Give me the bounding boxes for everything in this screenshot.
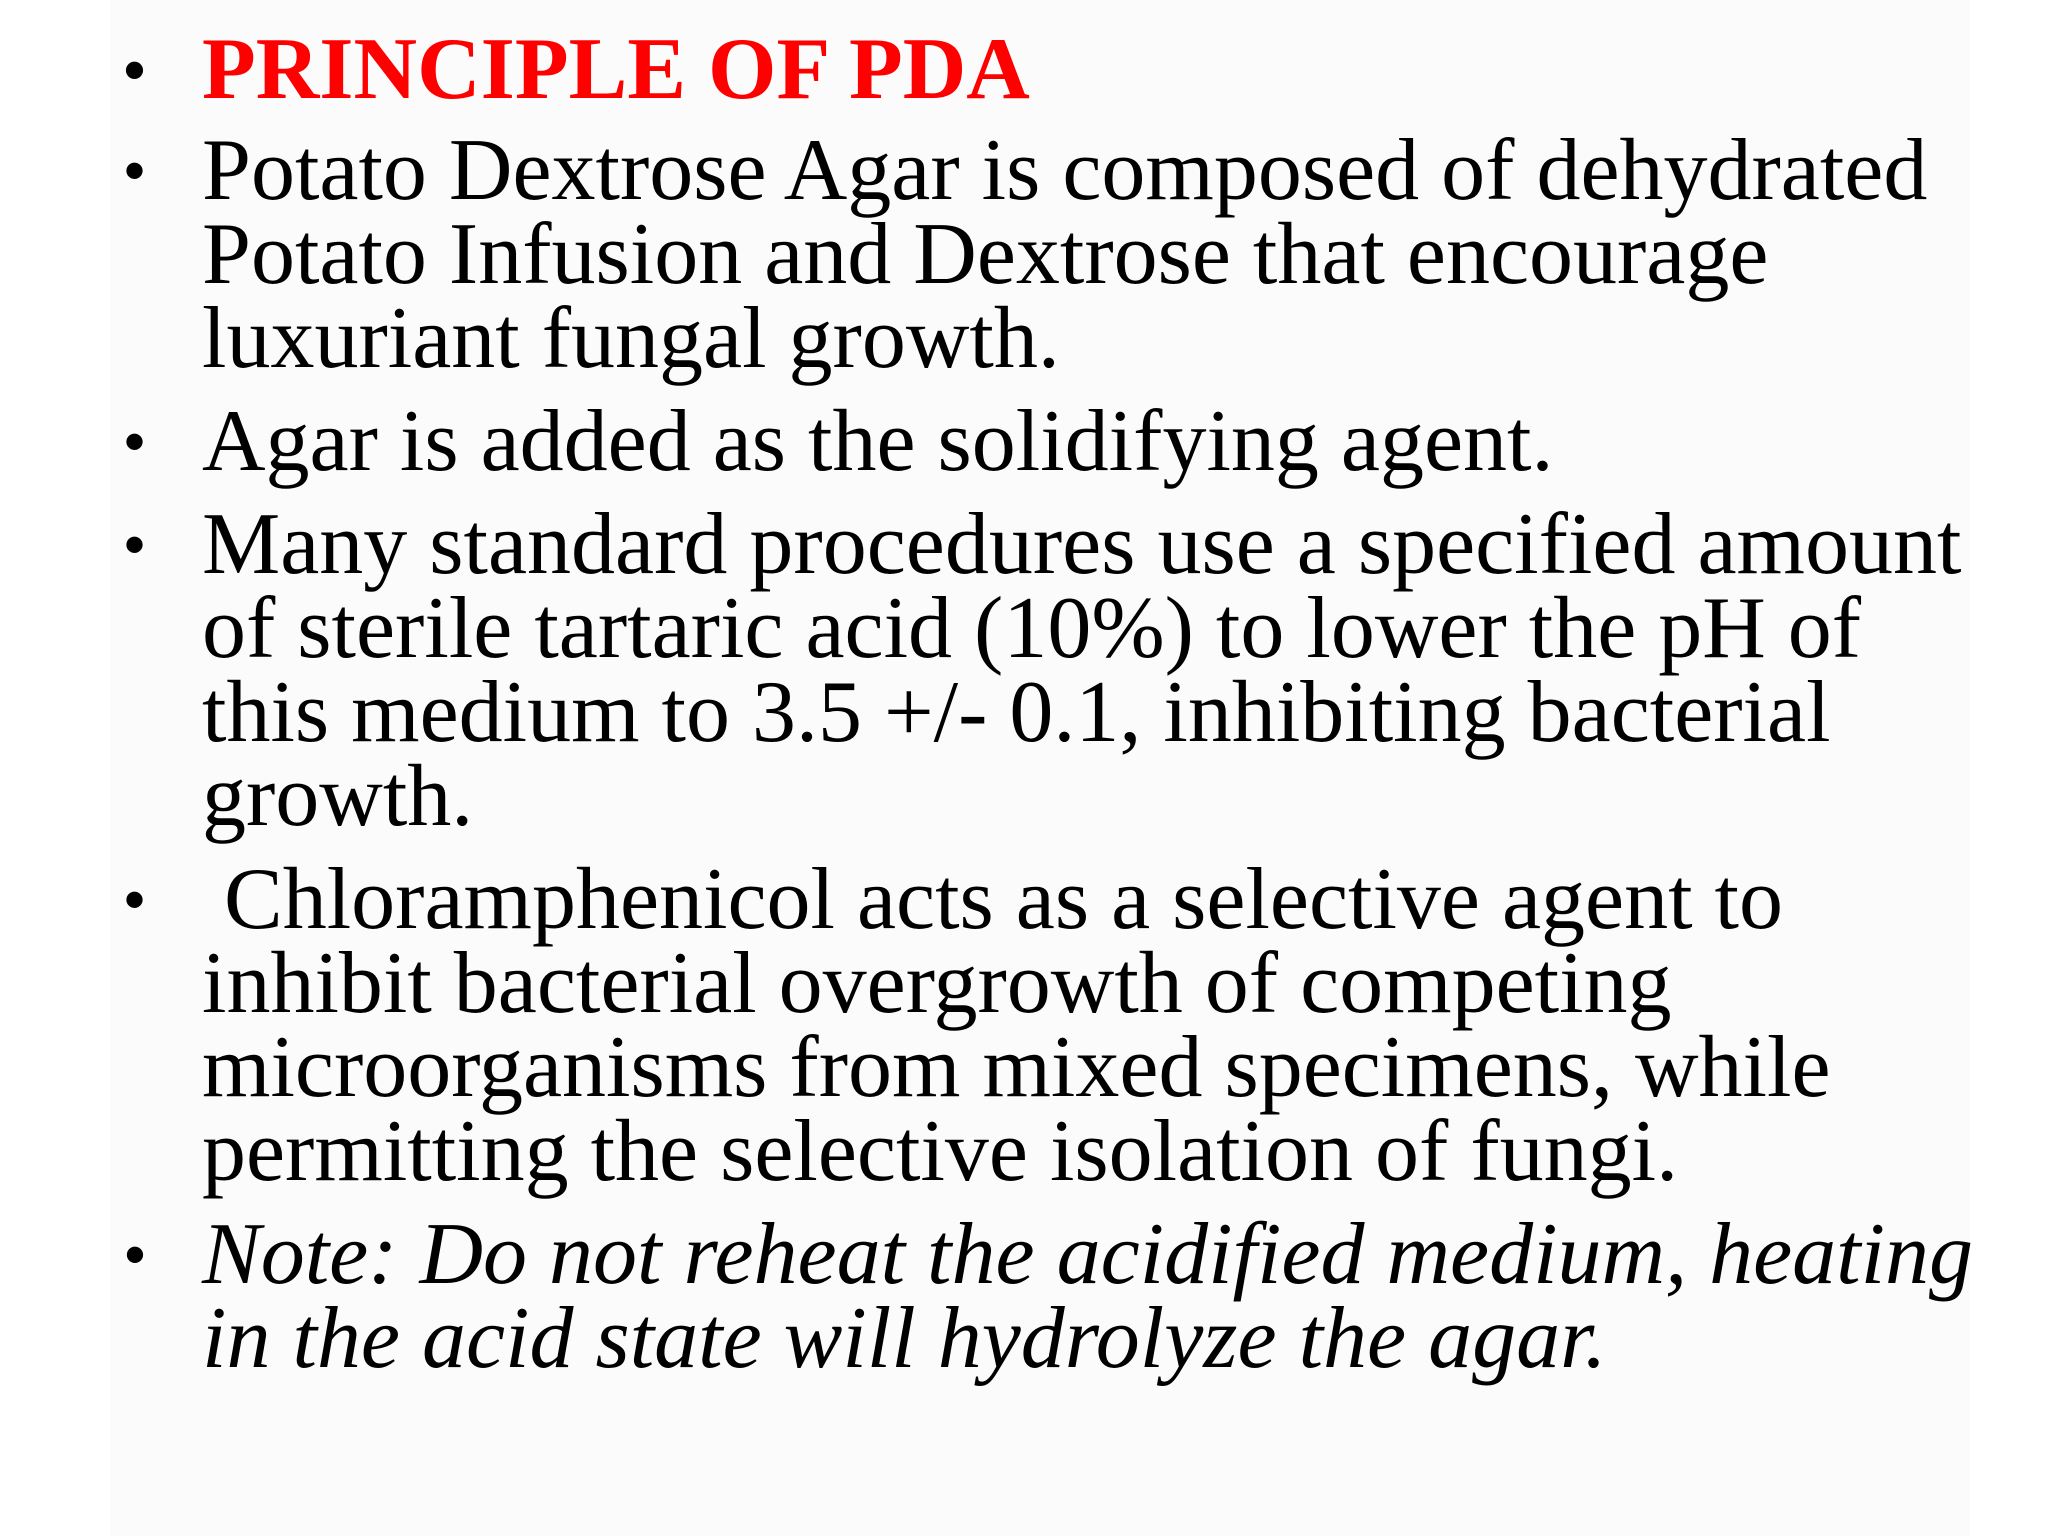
bullet-item-agar <box>124 393 1994 490</box>
bullet-line: microorganisms from mixed specimens, while <box>202 1019 1831 1116</box>
bullet-line: this medium to 3.5 +/- 0.1, inhibiting bacterial <box>202 664 1831 761</box>
bullet-dot: • <box>124 511 146 578</box>
bullet-dot: • <box>124 137 146 204</box>
slide-heading: PRINCIPLE OF PDA <box>202 21 1030 118</box>
bullet-item-chloramphenicol <box>124 851 1994 1200</box>
note-line: in the acid state will hydrolyze the agar. <box>202 1290 1607 1387</box>
bullet-dot: • <box>124 408 146 475</box>
heading-item <box>124 21 1994 118</box>
bullet-line: luxuriant fungal growth. <box>202 290 1060 387</box>
bullet-line: Potato Infusion and Dextrose that encourage <box>202 206 1769 303</box>
bullet-item-tartaric-acid <box>124 496 1994 845</box>
bullet-dot: • <box>124 36 146 103</box>
bullet-line: growth. <box>202 748 474 845</box>
principle-bullet-list <box>124 21 1994 1400</box>
bullet-line: Agar is added as the solidifying agent. <box>202 393 1554 490</box>
bullet-item-composition <box>124 122 1994 387</box>
note-line: Note: Do not reheat the acidified medium, heating <box>202 1206 1974 1303</box>
bullet-line: Potato Dextrose Agar is composed of dehydrated <box>202 122 1928 219</box>
bullet-item-note <box>124 1206 1994 1387</box>
bullet-line: of sterile tartaric acid (10%) to lower the pH of <box>202 580 1862 677</box>
bullet-line: Many standard procedures use a specified amount <box>202 496 1962 593</box>
bullet-line: Chloramphenicol acts as a selective agent to <box>202 851 1783 948</box>
bullet-line: permitting the selective isolation of fungi. <box>202 1103 1679 1200</box>
bullet-line: inhibit bacterial overgrowth of competing <box>202 935 1672 1032</box>
bullet-dot: • <box>124 1221 146 1288</box>
bullet-dot: • <box>124 866 146 933</box>
